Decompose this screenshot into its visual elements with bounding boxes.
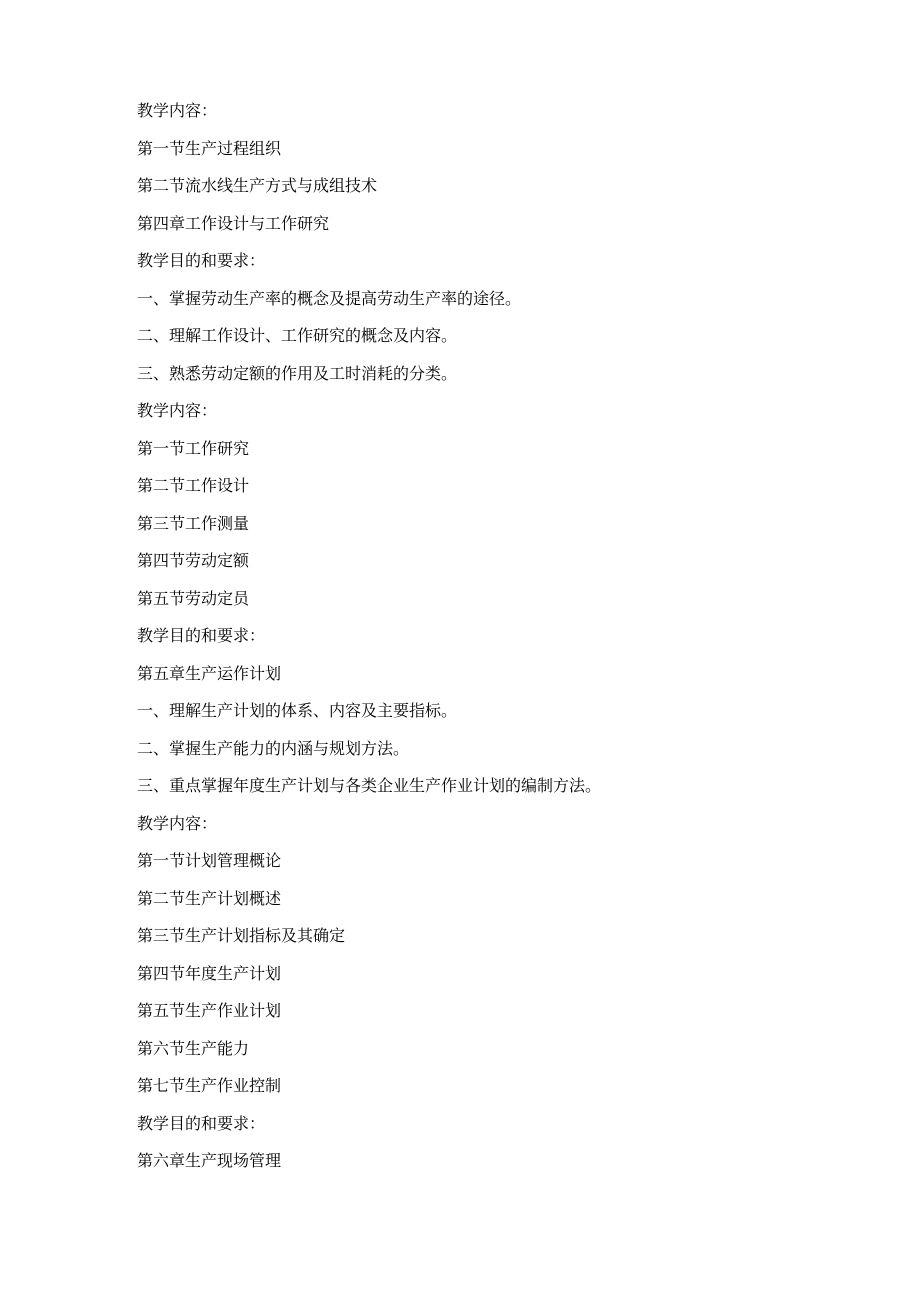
line-objective: 二、掌握生产能力的内涵与规划方法。 bbox=[137, 738, 410, 758]
line-chapter-title: 第六章生产现场管理 bbox=[137, 1151, 282, 1170]
line-section: 第四节年度生产计划 bbox=[137, 963, 282, 983]
line-section: 第三节生产计划指标及其确定 bbox=[137, 926, 346, 945]
line-section: 第六节生产能力 bbox=[137, 1038, 250, 1058]
line-section: 第一节计划管理概论 bbox=[137, 851, 282, 870]
line-section: 第四节劳动定额 bbox=[137, 551, 250, 570]
line-section: 第二节生产计划概述 bbox=[137, 888, 282, 908]
line-teaching-content-heading: 教学内容： bbox=[137, 101, 218, 120]
line-chapter-title: 第四章工作设计与工作研究 bbox=[137, 213, 330, 233]
line-objective: 三、重点掌握年度生产计划与各类企业生产作业计划的编制方法。 bbox=[137, 776, 602, 795]
line-section: 第五节生产作业计划 bbox=[137, 1001, 282, 1020]
line-objectives-heading: 教学目的和要求： bbox=[137, 1113, 266, 1133]
line-section: 第三节工作测量 bbox=[137, 513, 250, 533]
line-objective: 一、掌握劳动生产率的概念及提高劳动生产率的途径。 bbox=[137, 288, 522, 308]
line-objective: 三、熟悉劳动定额的作用及工时消耗的分类。 bbox=[137, 363, 458, 383]
line-chapter-title: 第五章生产运作计划 bbox=[137, 663, 282, 683]
document-body bbox=[137, 96, 877, 1184]
line-objective: 二、理解工作设计、工作研究的概念及内容。 bbox=[137, 326, 458, 345]
line-objectives-heading: 教学目的和要求： bbox=[137, 251, 266, 270]
line-section: 第二节工作设计 bbox=[137, 476, 250, 495]
line-teaching-content-heading: 教学内容： bbox=[137, 401, 218, 420]
line-objective: 一、理解生产计划的体系、内容及主要指标。 bbox=[137, 701, 458, 720]
line-teaching-content-heading: 教学内容： bbox=[137, 813, 218, 833]
line-section: 第五节劳动定员 bbox=[137, 588, 250, 608]
line-section: 第一节工作研究 bbox=[137, 438, 250, 458]
line-section: 第七节生产作业控制 bbox=[137, 1076, 282, 1095]
line-section: 第二节流水线生产方式与成组技术 bbox=[137, 176, 378, 195]
line-section: 第一节生产过程组织 bbox=[137, 138, 282, 158]
line-objectives-heading: 教学目的和要求： bbox=[137, 626, 266, 645]
